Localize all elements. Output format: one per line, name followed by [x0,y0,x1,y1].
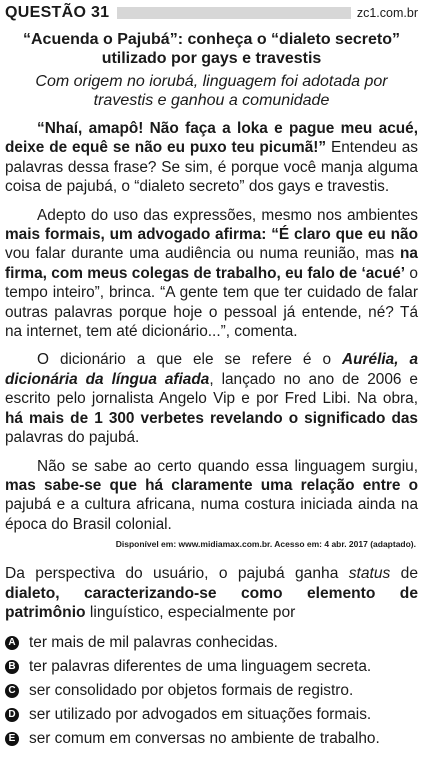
option-c-text: ser consolidado por objetos formais de registro. [29,681,354,699]
article-paragraph-2: Adepto do uso das expressões, mesmo nos ambientes mais formais, um advogado afirma: “É claro que eu não vou falar durante uma audiência ou numa reunião, mas na firma, com meus colegas de trabalho, eu falo de ‘acué’ o tempo inteiro”, brinca. “A gente tem que ter cuidado de falar outras palavras porque hoje o pessoal já entende, né? Tá na internet, tem até dicionário...”, comenta. [5,206,418,341]
option-d-letter-icon: D [5,708,19,722]
option-b-text: ter palavras diferentes de uma linguagem secreta. [29,657,372,675]
option-c[interactable] [5,679,418,703]
option-d[interactable] [5,703,418,727]
quote-phrase: “Nhaí, amapô! Não faça a loka e pague meu acué, deixe de equê se não eu puxo teu picumã!” [5,120,418,157]
option-d-text: ser utilizado por advogados em situações formais. [29,705,372,723]
article-title: “Acuenda o Pajubá”: conheça o “dialeto secreto” utilizado por gays e travestis [23,31,400,67]
site-watermark: zc1.com.br [356,6,418,20]
option-e-letter-icon: E [5,732,19,746]
option-a[interactable] [5,631,418,655]
option-e-text: ser comum em conversas no ambiente de trabalho. [29,729,380,747]
option-a-text: ter mais de mil palavras conhecidas. [29,633,278,651]
question-header [5,0,418,24]
option-c-letter-icon: C [5,684,19,698]
status-word: status [348,565,391,583]
article-paragraph-4: Não se sabe ao certo quando essa linguagem surgiu, mas sabe-se que há claramente uma relação entre o pajubá e a cultura africana, numa costura iniciada ainda na época do Brasil colonial. [5,457,418,533]
article-body [5,119,418,534]
header-bar [117,7,351,19]
article-paragraph-1: “Nhaí, amapô! Não faça a loka e pague meu acué, deixe de equê se não eu puxo teu picumã!” Entendeu as palavras dessa frase? Se sim, é porque você manja alguma coisa de pajubá, o “dialeto secreto” dos gays e travestis. [5,120,418,196]
option-a-letter-icon: A [5,636,19,650]
option-b-letter-icon: B [5,660,19,674]
source-citation: Disponível em: www.midiamax.com.br. Acesso em: 4 abr. 2017 (adaptado). [115,539,416,550]
article-subtitle: Com origem no iorubá, linguagem foi adotada por travestis e ganhou a comunidade [35,73,388,109]
article-paragraph-3: O dicionário a que ele se refere é o Aurélia, a dicionária da língua afiada, lançado no ano de 2006 e escrito pelo jornalista Angelo Vip e por Fred Libi. Na obra, há mais de 1 300 verbetes revelando o significado das palavras do pajubá. [5,351,419,447]
option-e[interactable] [5,727,418,751]
answer-options [5,631,418,751]
question-stem: Da perspectiva do usuário, o pajubá ganha status de dialeto, caracterizando-se como elemento de patrimônio linguístico, especialmente por [5,565,418,622]
option-b[interactable] [5,655,418,679]
book-title: Aurélia, a dicionária da língua afiada [5,351,419,388]
question-number: QUESTÃO 31 [5,4,110,21]
